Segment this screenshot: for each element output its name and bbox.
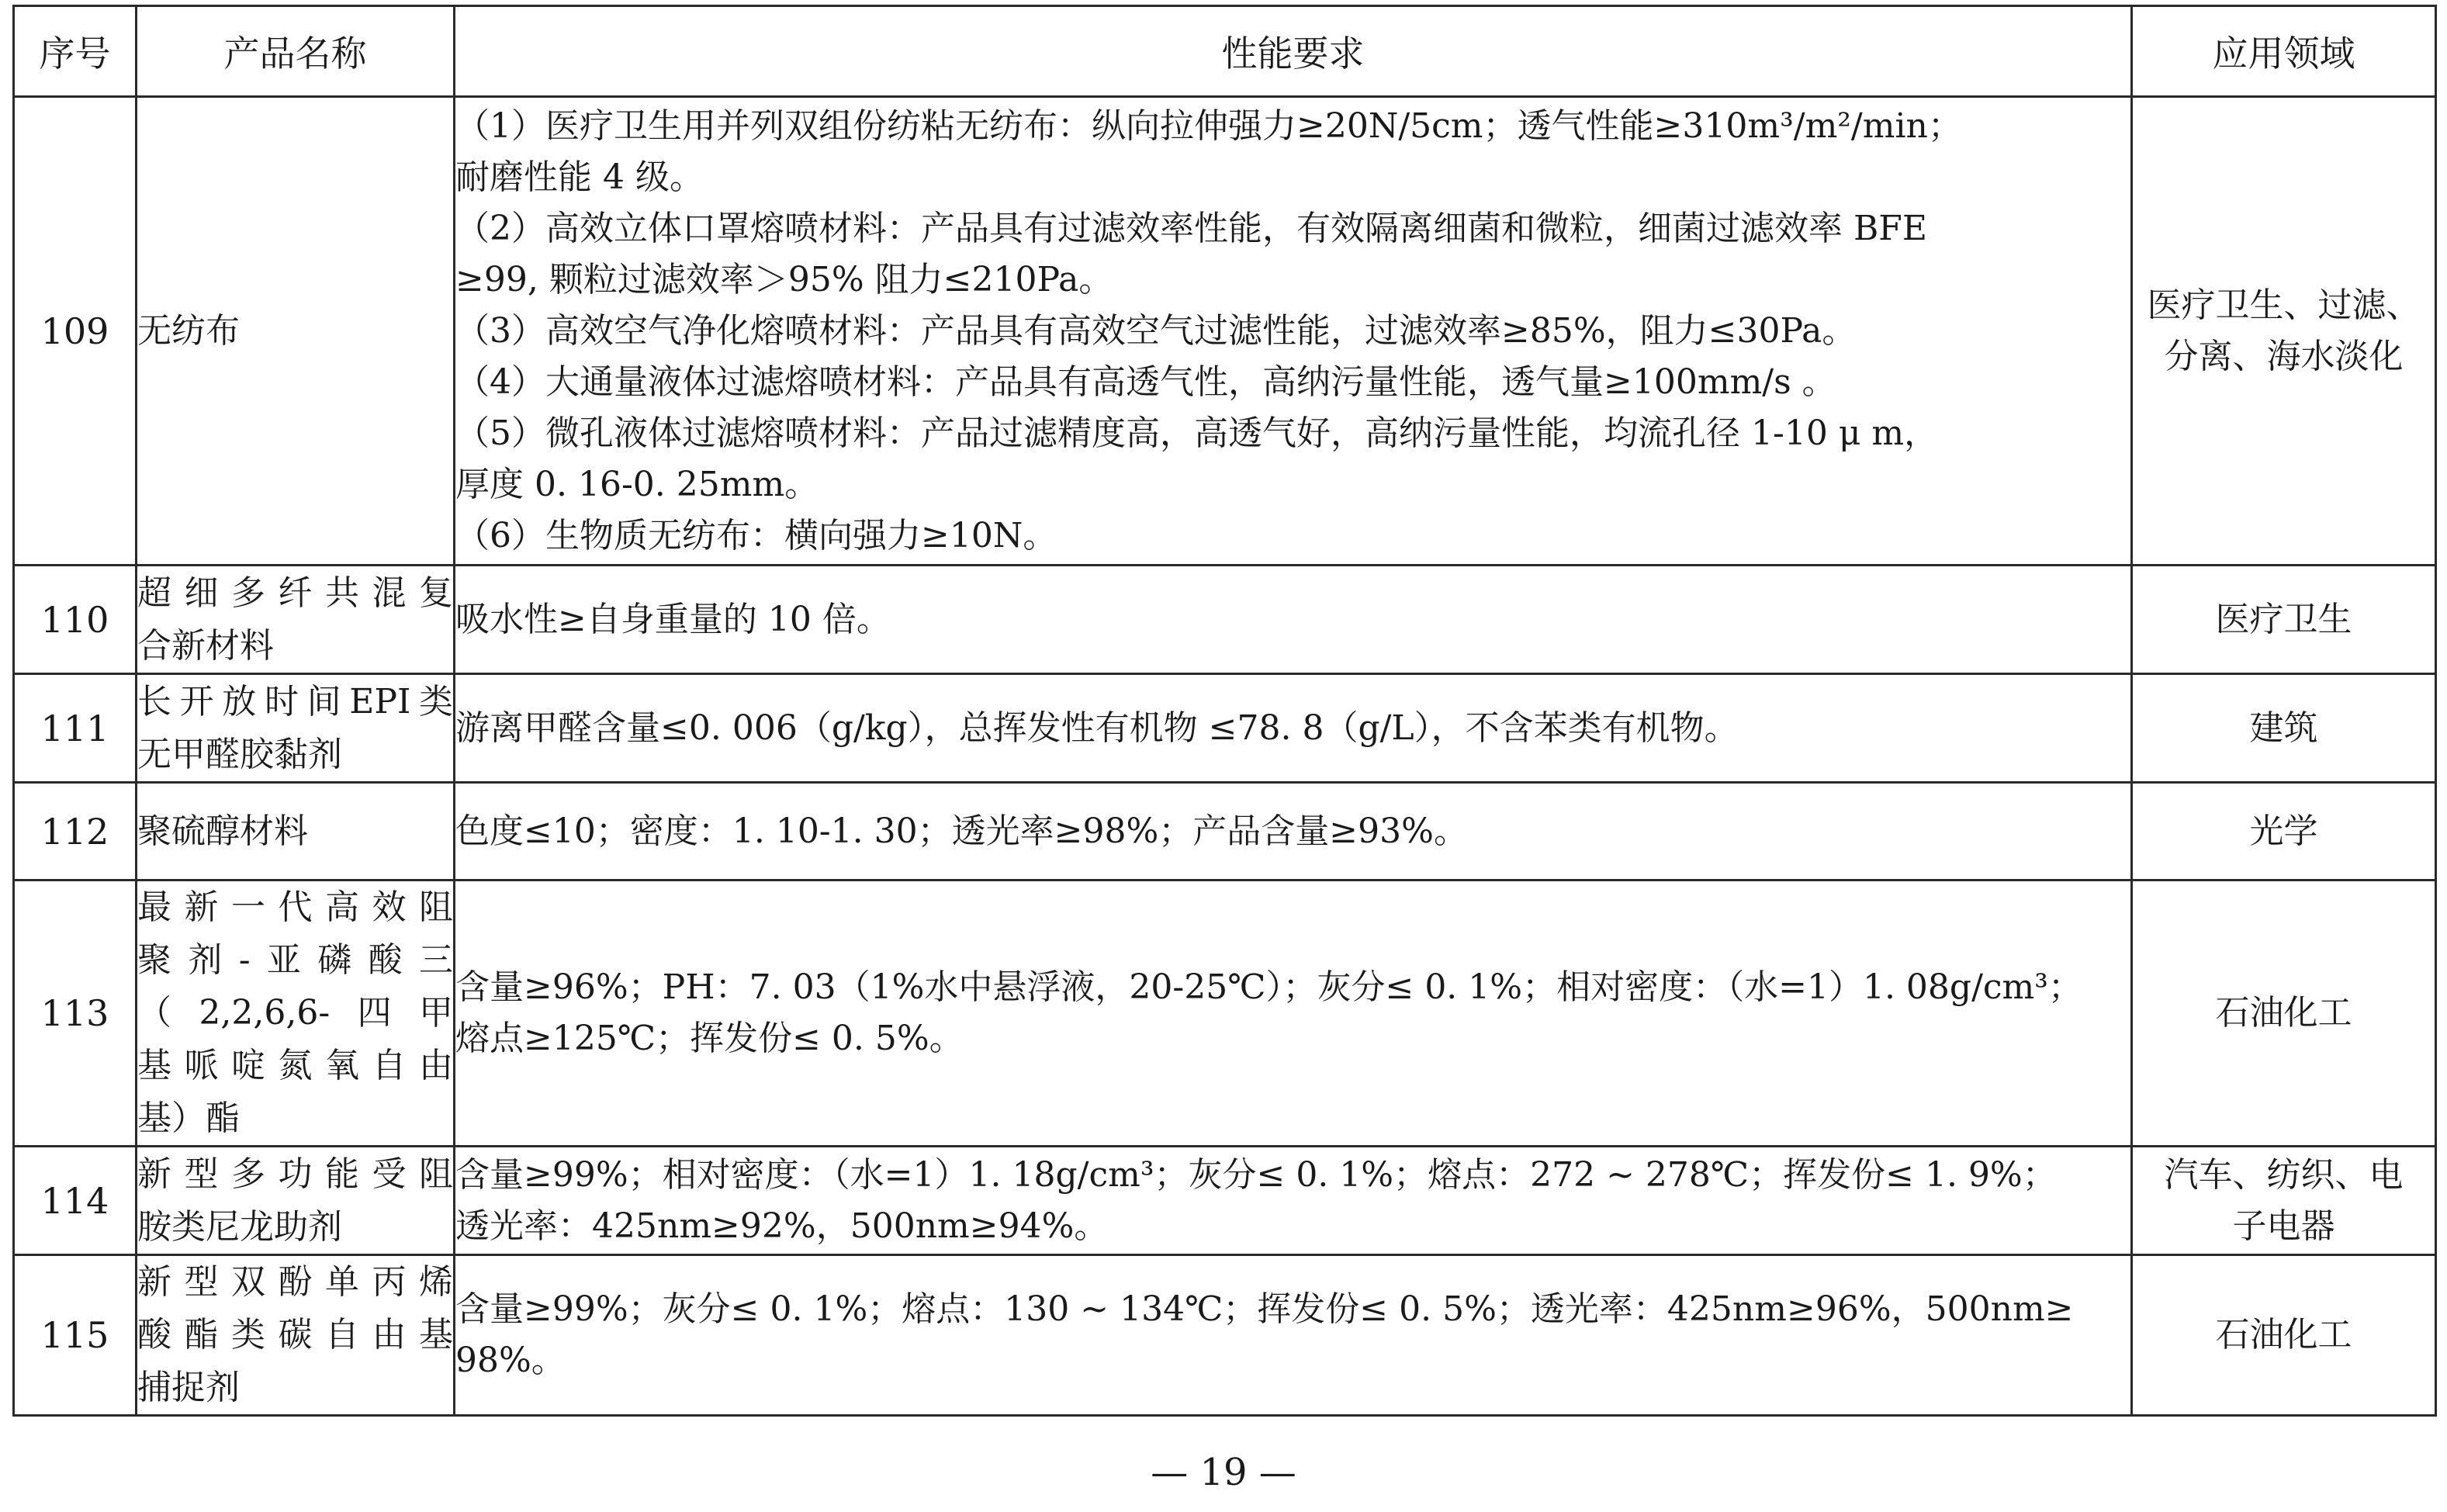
- requirement-line: 耐磨性能 4 级。: [455, 157, 704, 197]
- table-row: [14, 783, 2436, 881]
- product-name-line: 新型双酚单丙烯: [137, 1262, 453, 1302]
- application-field: [2132, 97, 2436, 566]
- requirement-line: 色度≤10；密度：1. 10-1. 30；透光率≥98%；产品含量≥93%。: [455, 811, 1468, 851]
- requirements: [455, 674, 2132, 783]
- product-name-line: 基）酯: [137, 1099, 240, 1138]
- requirement-line: （4）大通量液体过滤熔喷材料：产品具有高透气性，高纳污量性能，透气量≥100mm/s 。: [455, 362, 1836, 402]
- requirements: [455, 1255, 2132, 1416]
- requirement-line: ≥99, 颗粒过滤效率＞95% 阻力≤210Pa。: [455, 259, 1113, 299]
- row-number: 110: [14, 566, 137, 674]
- product-name: [137, 881, 455, 1147]
- requirement-line: 含量≥99%；相对密度：（水=1）1. 18g/cm³；灰分≤ 0. 1%；熔点：272 ~ 278℃；挥发份≤ 1. 9%；: [455, 1154, 2057, 1195]
- requirement-line: 透光率：425nm≥92%，500nm≥94%。: [455, 1206, 1109, 1246]
- application-field-line: 汽车、纺织、电: [2164, 1154, 2404, 1195]
- requirement-line: 含量≥99%；灰分≤ 0. 1%；熔点：130 ~ 134℃；挥发份≤ 0. 5%；透光率：425nm≥96%，500nm≥: [455, 1289, 2074, 1329]
- application-field-line: 医疗卫生: [2215, 599, 2352, 639]
- requirement-line: 厚度 0. 16-0. 25mm。: [455, 464, 819, 504]
- requirements: [455, 1147, 2132, 1255]
- header-no: 序号: [14, 6, 137, 97]
- product-name: [137, 1255, 455, 1416]
- product-name-line: 无纺布: [137, 310, 240, 351]
- row-number: 111: [14, 674, 137, 783]
- application-field-line: 石油化工: [2215, 993, 2352, 1033]
- row-number: 114: [14, 1147, 137, 1255]
- table-row: [14, 97, 2436, 566]
- application-field-line: 子电器: [2232, 1206, 2335, 1246]
- product-name-line: 聚剂-亚磷酸三: [137, 940, 453, 980]
- product-name: [137, 566, 455, 674]
- application-field-line: 建筑: [2249, 708, 2318, 748]
- row-number: 115: [14, 1255, 137, 1416]
- row-number: 113: [14, 881, 137, 1147]
- row-number: 112: [14, 783, 137, 881]
- header-product-name: 产品名称: [137, 6, 455, 97]
- product-name: [137, 674, 455, 783]
- row-number: 109: [14, 97, 137, 566]
- header-application-field: 应用领域: [2132, 6, 2436, 97]
- application-field: [2132, 674, 2436, 783]
- requirement-line: 含量≥96%；PH：7. 03（1%水中悬浮液，20-25℃）；灰分≤ 0. 1%；相对密度：（水=1）1. 08g/cm³；: [455, 967, 2082, 1007]
- table-row: [14, 674, 2436, 783]
- application-field-line: 石油化工: [2215, 1315, 2352, 1355]
- table-row: [14, 1147, 2436, 1255]
- product-name-line: 合新材料: [137, 625, 274, 666]
- requirements: [455, 783, 2132, 881]
- product-name-line: 无甲醛胶黏剂: [137, 734, 342, 774]
- requirement-line: 游离甲醛含量≤0. 006（g/kg），总挥发性有机物 ≤78. 8（g/L），不含苯类有机物。: [455, 708, 1739, 748]
- requirement-line: 熔点≥125℃；挥发份≤ 0. 5%。: [455, 1019, 964, 1058]
- application-field: [2132, 1147, 2436, 1255]
- page-number: — 19 —: [1151, 1451, 1296, 1494]
- product-name-line: 酸酯类碳自由基: [137, 1315, 453, 1355]
- header-row: [14, 6, 2436, 97]
- application-field: [2132, 1255, 2436, 1416]
- product-name: [137, 97, 455, 566]
- spec-table: [12, 5, 2437, 1417]
- application-field-line: 分离、海水淡化: [2164, 336, 2404, 376]
- product-name-line: 捕捉剂: [137, 1368, 240, 1407]
- table-row: [14, 1255, 2436, 1416]
- requirement-line: （3）高效空气净化熔喷材料：产品具有高效空气过滤性能，过滤效率≥85%，阻力≤30Pa。: [455, 310, 1857, 351]
- product-name-line: 最新一代高效阻: [137, 887, 453, 927]
- application-field-line: 医疗卫生、过滤、: [2147, 285, 2421, 325]
- requirement-line: 98%。: [455, 1341, 566, 1380]
- product-name-line: （2,2,6,6-四甲: [137, 993, 453, 1033]
- table-row: [14, 566, 2436, 674]
- requirements: [455, 881, 2132, 1147]
- product-name-line: 新型多功能受阻: [137, 1154, 453, 1194]
- table-row: [14, 881, 2436, 1147]
- product-name-line: 超细多纤共混复: [137, 573, 453, 613]
- application-field: [2132, 881, 2436, 1147]
- application-field: [2132, 566, 2436, 674]
- requirements: [455, 97, 2132, 566]
- product-name: [137, 783, 455, 881]
- requirement-line: （1）医疗卫生用并列双组份纺粘无纺布：纵向拉伸强力≥20N/5cm；透气性能≥310m³/m²/min；: [455, 106, 1962, 146]
- product-name-line: 聚硫醇材料: [137, 811, 308, 851]
- product-name-line: 胺类尼龙助剂: [137, 1206, 342, 1247]
- requirement-line: （2）高效立体口罩熔喷材料：产品具有过滤效率性能，有效隔离细菌和微粒，细菌过滤效率 BFE: [455, 208, 1927, 248]
- application-field-line: 光学: [2249, 811, 2318, 851]
- requirement-line: （6）生物质无纺布：横向强力≥10N。: [455, 515, 1057, 555]
- product-name-line: 基哌啶氮氧自由: [137, 1046, 453, 1085]
- header-requirements: 性能要求: [455, 6, 2132, 97]
- requirements: [455, 566, 2132, 674]
- requirement-line: （5）微孔液体过滤熔喷材料：产品过滤精度高，高透气好，高纳污量性能，均流孔径 1-10 μ m，: [455, 413, 1939, 453]
- product-name: [137, 1147, 455, 1255]
- application-field: [2132, 783, 2436, 881]
- product-name-line: 长开放时间EPI类: [137, 681, 453, 721]
- requirement-line: 吸水性≥自身重量的 10 倍。: [455, 599, 891, 639]
